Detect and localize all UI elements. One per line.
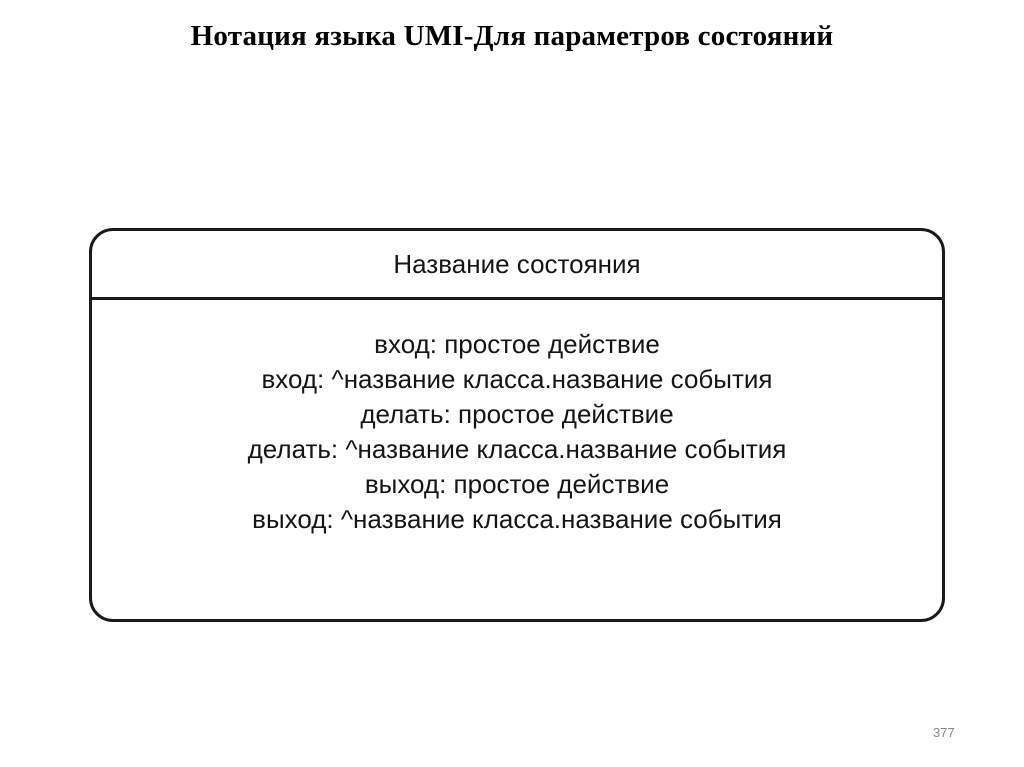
entry-action-line: вход: простое действие <box>374 329 660 359</box>
page-number: 377 <box>933 725 955 740</box>
state-box <box>89 228 945 622</box>
entry-event-line: вход: ^название класса.название события <box>261 364 773 394</box>
state-actions-compartment <box>92 327 942 537</box>
state-name: Название состояния <box>393 248 641 279</box>
exit-event-line: выход: ^название класса.название события <box>252 504 782 534</box>
slide-title: Нотация языка UMI-Для параметров состояний <box>190 20 834 52</box>
do-action-line: делать: простое действие <box>360 399 674 429</box>
state-name-compartment <box>92 231 942 300</box>
exit-action-line: выход: простое действие <box>364 469 670 499</box>
do-event-line: делать: ^название класса.название события <box>247 434 787 464</box>
